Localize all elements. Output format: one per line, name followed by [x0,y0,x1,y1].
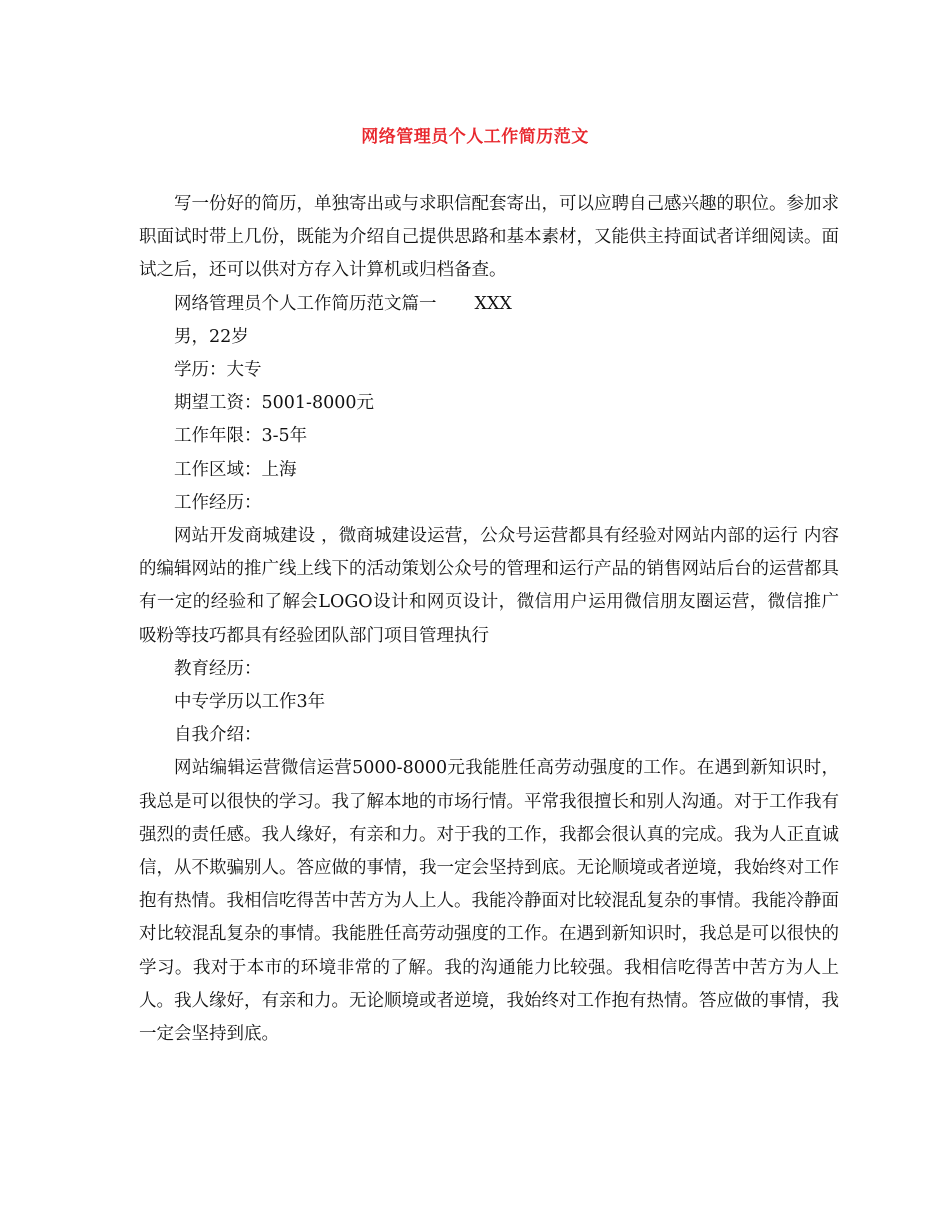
work-experience-label: 工作经历： [174,492,262,513]
education-level: 学历：大专 [174,360,262,381]
work-experience-paragraph: 网站开发商城建设 ，微商城建设运营，公众号运营都具有经验对网站内部的运行 内容的编辑网站的推广线上线下的活动策划公众号的管理和运行产品的销售网站后台的运营都具有一定的经验和了解会LOGO设计和网页设计，微信用户运用微信朋友圈运营，微信推广吸粉等技巧都具有经验团队部门项目管理执行 [139,526,839,646]
self-intro-paragraph: 网站编辑运营微信运营5000-8000元我能胜任高劳动强度的工作。在遇到新知识时，我总是可以很快的学习。我了解本地的市场行情。平常我很擅长和别人沟通。对于工作我有强烈的责任感。我人缘好，有亲和力。对于我的工作，我都会很认真的完成。我为人正直诚信，从不欺骗别人。答应做的事情，我一定会坚持到底。无论顺境或者逆境，我始终对工作抱有热情。我相信吃得苦中苦方为人上人。我能冷静面对比较混乱复杂的事情。我能冷静面对比较混乱复杂的事情。我能胜任高劳动强度的工作。在遇到新知识时，我总是可以很快的学习。我对于本市的环境非常的了解。我的沟通能力比较强。我相信吃得苦中苦方为人上人。我人缘好，有亲和力。无论顺境或者逆境，我始终对工作抱有热情。答应做的事情，我一定会坚持到底。 [139,758,839,1045]
resume-heading-line [139,288,839,321]
self-intro-label: 自我介绍： [174,725,262,746]
work-years: 工作年限：3-5年 [174,426,308,447]
education-label: 教育经历： [174,658,262,679]
gender-age: 男，22岁 [174,326,249,347]
document-title: 网络管理员个人工作简历范文 [361,127,589,147]
work-area: 工作区域：上海 [174,459,297,480]
expected-salary: 期望工资：5001-8000元 [174,393,374,414]
resume-heading: 网络管理员个人工作简历范文篇一 [174,293,437,314]
intro-paragraph: 写一份好的简历，单独寄出或与求职信配套寄出，可以应聘自己感兴趣的职位。参加求职面试时带上几份，既能为介绍自己提供思路和基本素材，又能供主持面试者详细阅读。面试之后，还可以供对方存入计算机或归档备查。 [139,194,839,281]
education-text: 中专学历以工作3年 [174,692,326,713]
document-body [139,188,839,1051]
resume-name: XXX [474,293,512,314]
